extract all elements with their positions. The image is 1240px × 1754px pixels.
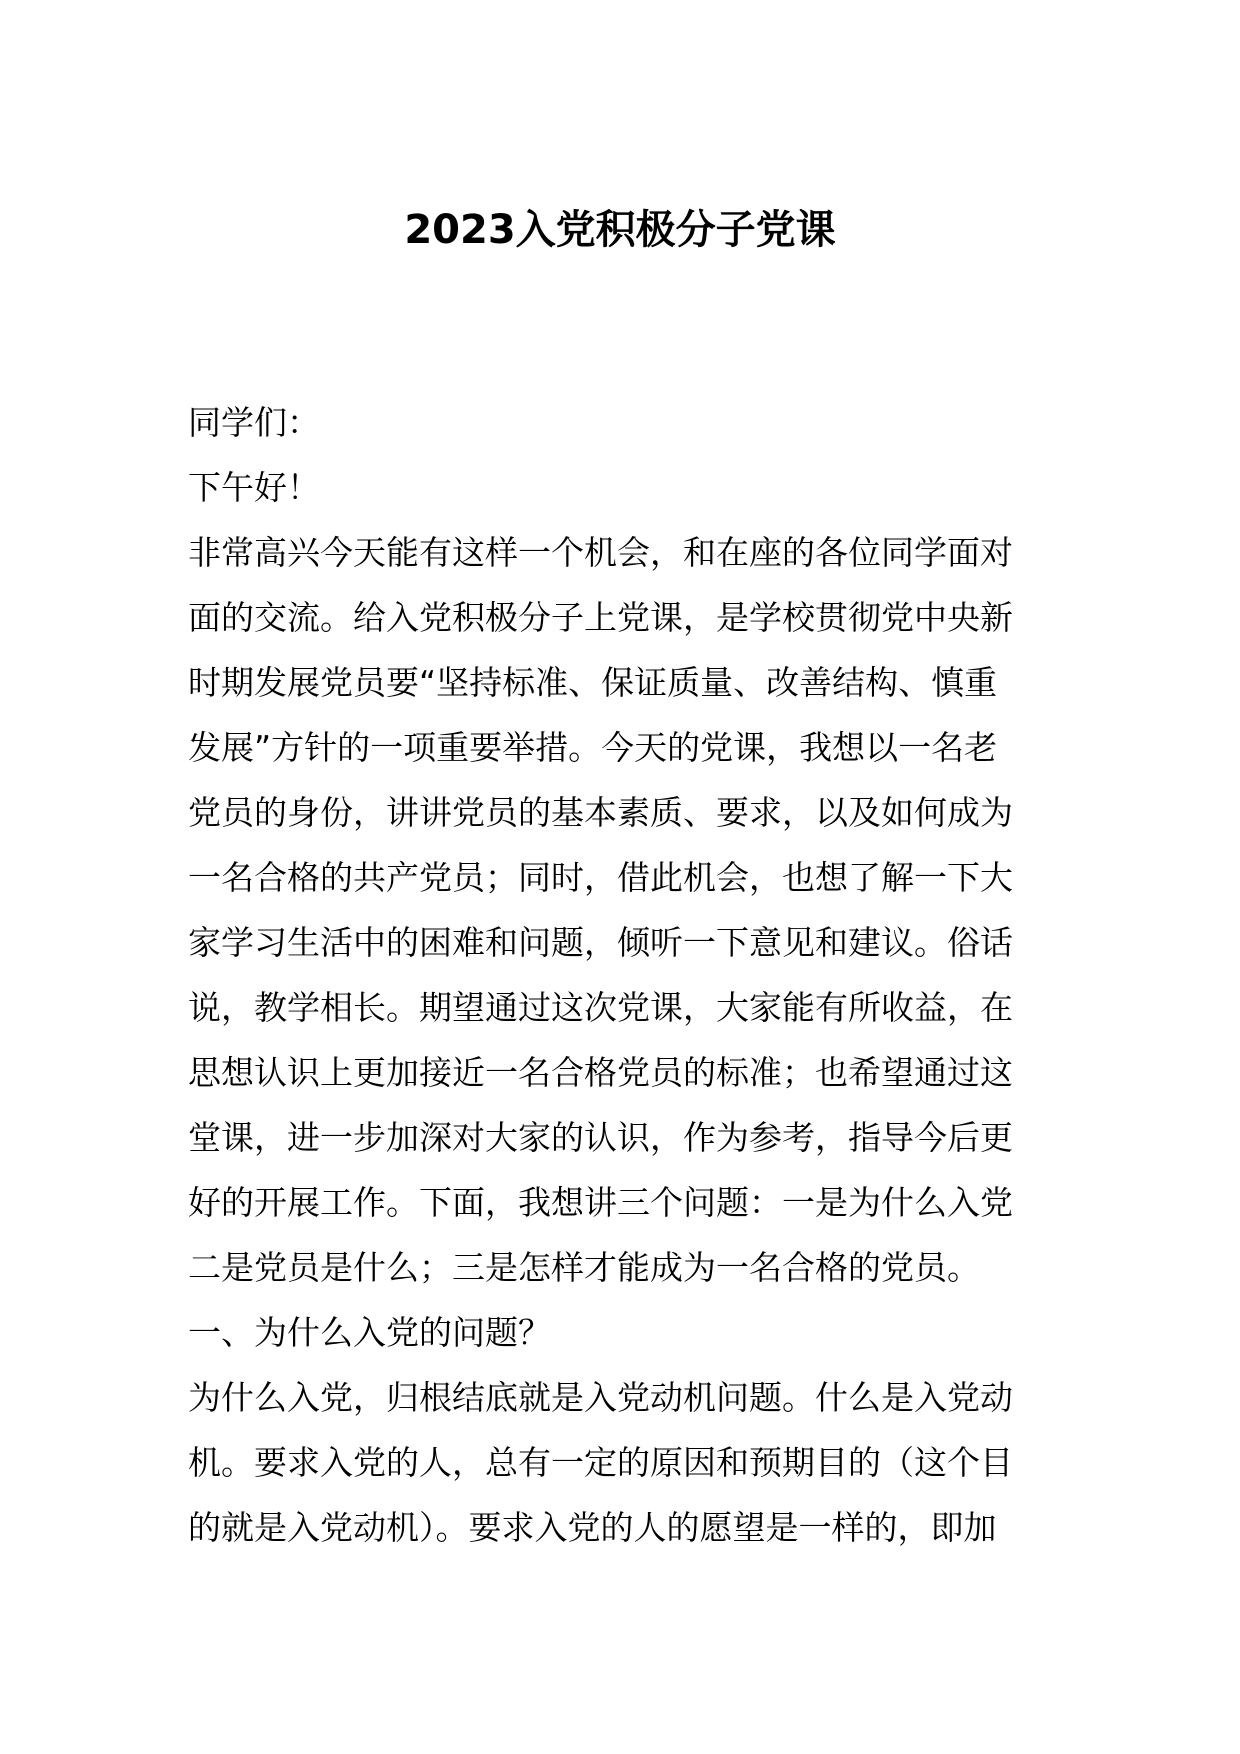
document-title: 2023入党积极分子党课 [404, 207, 836, 253]
paragraph-line: 一名合格的共产党员；同时，借此机会，也想了解一下大 [188, 858, 1013, 897]
greeting-line: 同学们： [188, 403, 320, 442]
paragraph-line: 的就是入党动机）。要求入党的人的愿望是一样的，即加 [188, 1508, 997, 1547]
paragraph-line: 面的交流。给入党积极分子上党课，是学校贯彻党中央新 [188, 598, 1013, 637]
paragraph-line: 发展”方针的一项重要举措。今天的党课，我想以一名老 [188, 728, 998, 767]
paragraph-line: 二是党员是什么；三是怎样才能成为一名合格的党员。 [188, 1248, 980, 1287]
paragraph-line: 党员的身份，讲讲党员的基本素质、要求，以及如何成为 [188, 793, 1013, 832]
paragraph-line: 家学习生活中的困难和问题，倾听一下意见和建议。俗话 [188, 923, 1013, 962]
section-heading: 一、为什么入党的问题？ [188, 1313, 551, 1352]
document-body [188, 390, 1058, 1560]
paragraph-line: 好的开展工作。下面，我想讲三个问题：一是为什么入党 [188, 1183, 1013, 1222]
paragraph-line: 时期发展党员要“坚持标准、保证质量、改善结构、慎重 [188, 663, 998, 702]
paragraph-line: 机。要求入党的人，总有一定的原因和预期目的（这个目 [188, 1443, 1013, 1482]
paragraph-line: 思想认识上更加接近一名合格党员的标准；也希望通过这 [188, 1053, 1013, 1092]
greeting-line: 下午好！ [188, 468, 320, 507]
paragraph-line: 非常高兴今天能有这样一个机会，和在座的各位同学面对 [188, 533, 1013, 572]
paragraph-line: 堂课，进一步加深对大家的认识，作为参考，指导今后更 [188, 1118, 1013, 1157]
paragraph-line: 为什么入党，归根结底就是入党动机问题。什么是入党动 [188, 1378, 1013, 1417]
paragraph-line: 说，教学相长。期望通过这次党课，大家能有所收益，在 [188, 988, 1013, 1027]
